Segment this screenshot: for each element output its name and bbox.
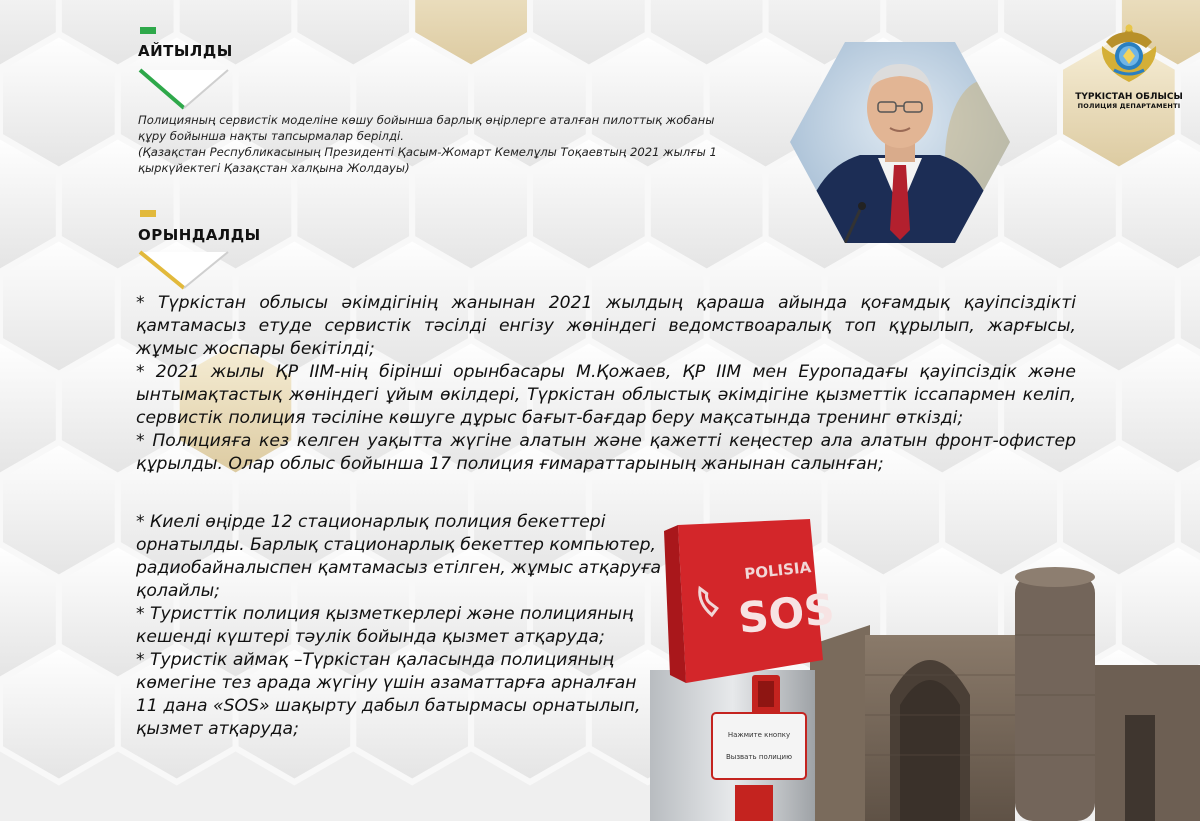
sos-post-photo — [640, 515, 1200, 821]
done-list-wide — [136, 292, 1076, 476]
chevron-down-icon — [138, 250, 230, 290]
green-marker — [140, 27, 156, 34]
list-item: * Туристтік полиция қызметкерлері және полицияның кешенді күштері тәулік бойында қызмет атқаруда; — [136, 604, 634, 647]
list-item: * 2021 жылы ҚР ІІМ-нің бірінші орынбасары М.Қожаев, ҚР ІІМ мен Еуропадағы қауіпсіздік және ынтымақтастық жөніндегі ұйым өкілдері, Түркістан облыстық әкімдігіне қызметтік іссапармен келіп, сервистік полиция тәсіліне көшуге дұрыс бағыт-бағдар беру мақсатында тренинг өткізді; — [136, 362, 1076, 428]
list-item: * Полицияға кез келген уақытта жүгіне алатын және қажетті кеңестер ала алатын фронт-офистер құрылды. Олар облыс бойынша 17 полиция ғимараттарының жанынан салынған; — [136, 431, 1076, 474]
list-item: * Киелі өңірде 12 стационарлық полиция бекеттері орнатылды. Барлық стационарлық бекеттер компьютер, радиобайналыспен қамтамасыз етілген, жұмыс атқаруға қолайлы; — [136, 512, 661, 601]
done-list-narrow — [136, 511, 661, 741]
logo-subtitle: ПОЛИЦИЯ ДЕПАРТАМЕНТІ — [1077, 102, 1181, 110]
police-emblem-icon — [1094, 18, 1164, 88]
chevron-down-icon — [138, 68, 230, 110]
list-item: * Туристік аймақ –Түркістан қаласында полицияның көмегіне тез арада жүгіну үшін азаматтарға арналған 11 дана «SOS» шақырту дабыл батырмасы орнатылып, қызмет атқаруда; — [136, 650, 641, 739]
quote-source: (Қазақстан Республикасының Президенті Қасым-Жомарт Кемелұлы Тоқаевтың 2021 жылғы 1 қыркүйектегі Қазақстан халқына Жолдауы) — [138, 145, 717, 175]
heading-done: ОРЫНДАЛДЫ — [138, 226, 261, 244]
sos-box-top: POLISIA — [743, 558, 812, 583]
quote-text: Полицияның сервистік моделіне көшу бойынша барлық өңірлерге аталған пилоттық жобаны құру бойынша нақты тапсырмалар берілді. — [138, 113, 715, 143]
panel-line-2: Вызвать полицию — [726, 753, 792, 761]
sos-box-main: SOS — [735, 584, 837, 643]
logo-title: ТҮРКІСТАН ОБЛЫСЫ — [1075, 92, 1183, 102]
background-hexagon — [0, 646, 118, 782]
logo-block — [1066, 18, 1192, 110]
president-quote — [138, 112, 728, 176]
list-item: * Түркістан облысы әкімдігінің жанынан 2021 жылдың қараша айында қоғамдық қауіпсіздікті қамтамасыз етуде сервистік тәсілді енгізу жөніндегі ведомствоаралық топ құрылып, жарғысы, жұмыс жоспары бекітілді; — [136, 293, 1076, 359]
panel-line-1: Нажмите кнопку — [727, 731, 791, 739]
heading-said: АЙТЫЛДЫ — [138, 42, 233, 60]
president-portrait — [790, 40, 1010, 245]
gold-marker — [140, 210, 156, 217]
